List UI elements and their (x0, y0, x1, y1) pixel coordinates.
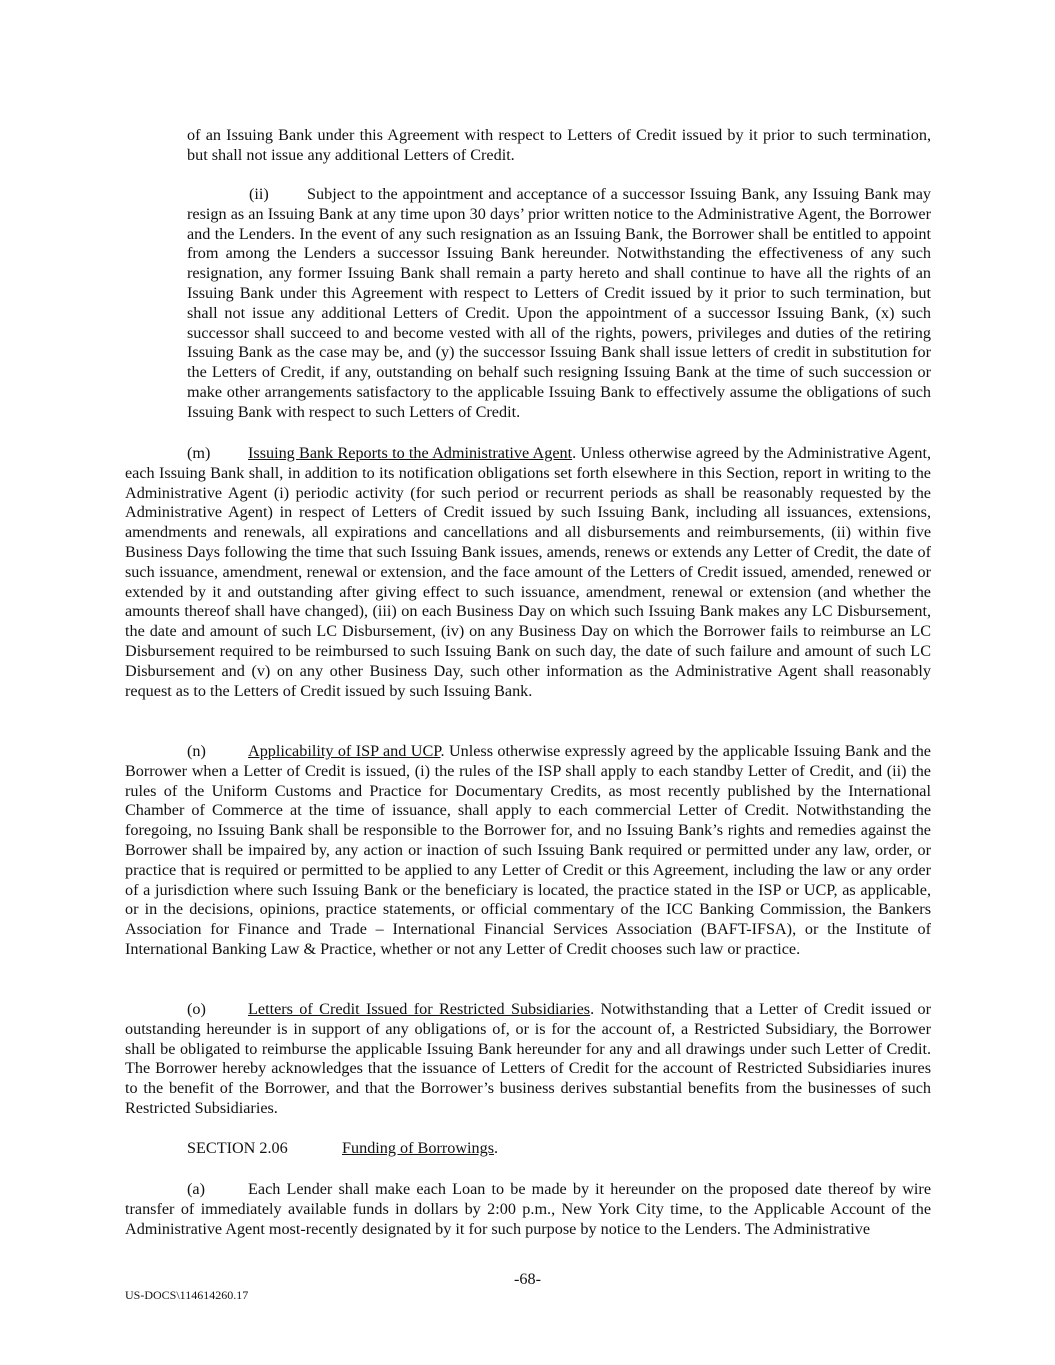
section-period: . (494, 1139, 499, 1157)
paragraph-a (125, 1180, 931, 1239)
paragraph-continuation (187, 126, 931, 166)
clause-heading: Applicability of ISP and UCP (248, 742, 441, 760)
paragraph-text: . Unless otherwise expressly agreed by the applicable Issuing Bank and the Borrower when a Letter of Credit is issued, (i) the rules of the ISP shall apply to each standby Letter of Credit, and (ii) the rules of the Uniform Customs and Practice for Documentary Credits, as most recently published by the International Chamber of Commerce at the time of issuance, shall apply to each commercial Letter of Credit. Notwithstanding the foregoing, no Issuing Bank shall be responsible to the Borrower for, and no Issuing Bank’s rights and remedies against the Borrower shall be impaired by, any action or inaction of such Issuing Bank required or permitted under any law, order, or practice that is required or permitted to be applied to any Letter of Credit or this Agreement, including the law or any order of a jurisdiction where such Issuing Bank or the beneficiary is located, the practice stated in the ISP or UCP, as applicable, or in the decisions, opinions, practice statements, or official commentary of the ICC Banking Commission, the Bankers Association for Finance and Trade – International Financial Services Association (BAFT-IFSA), or the Institute of International Banking Law & Practice, whether or not any Letter of Credit chooses such law or practice. (125, 742, 931, 958)
paragraph-ii (187, 185, 931, 423)
clause-label: (m) (187, 444, 211, 462)
section-title: Funding of Borrowings (342, 1139, 494, 1157)
document-id: US-DOCS\114614260.17 (125, 1288, 249, 1302)
paragraph-text: Each Lender shall make each Loan to be made by it hereunder on the proposed date thereof by wire transfer of immediately available funds in dollars by 2:00 p.m., New York City time, to the Applicable Account of the Administrative Agent most-recently designated by it for such purpose by notice to the Lenders. The Administrative (125, 1180, 931, 1238)
section-heading (125, 1139, 931, 1159)
section-label: SECTION 2.06 (187, 1139, 288, 1157)
paragraph-m (125, 444, 931, 701)
paragraph-text: Subject to the appointment and acceptance of a successor Issuing Bank, any Issuing Bank may resign as an Issuing Bank at any time upon 30 days’ prior written notice to the Administrative Agent, the Borrower and the Lenders. In the event of any such resignation as an Issuing Bank, the Borrower shall be entitled to appoint from among the Lenders a successor Issuing Bank hereunder. Notwithstanding the effectiveness of any such resignation, any former Issuing Bank shall remain a party hereto and shall continue to have all the rights of an Issuing Bank under this Agreement with respect to Letters of Credit issued by it prior to such termination, but shall not issue any additional Letters of Credit. Upon the appointment of a successor Issuing Bank, (x) such successor shall succeed to and become vested with all of the rights, powers, privileges and duties of the retiring Issuing Bank as the case may be, and (y) the successor Issuing Bank shall issue letters of credit in substitution for the Letters of Credit, if any, outstanding on behalf such resigning Issuing Bank at the time of such succession or make other arrangements satisfactory to the applicable Issuing Bank to effectively assume the obligations of such Issuing Bank with respect to such Letters of Credit. (187, 185, 931, 421)
paragraph-n (125, 742, 931, 960)
paragraph-o (125, 1000, 931, 1119)
page-number: -68- (514, 1270, 541, 1288)
paragraph-text: . Unless otherwise agreed by the Administrative Agent, each Issuing Bank shall, in addition to its notification obligations set forth elsewhere in this Section, report in writing to the Administrative Agent (i) periodic activity (for such period or recurrent periods as shall be reasonably requested by the Administrative Agent) in respect of Letters of Credit issued by such Issuing Bank, including all issuances, extensions, amendments and renewals, all expirations and cancellations and all disbursements and reimbursements, (ii) within five Business Days following the time that such Issuing Bank issues, amends, renews or extends any Letter of Credit, the date of such issuance, amendment, renewal or extension, and the face amount of the Letters of Credit issued, amended, renewed or extended by it and outstanding after giving effect to such issuance, amendment, renewal or extension (and whether the amounts thereof shall have changed), (iii) on each Business Day on which such Issuing Bank makes any LC Disbursement, the date and amount of such LC Disbursement, (iv) on any Business Day on which the Borrower fails to reimburse an LC Disbursement required to be reimbursed to such Issuing Bank on such day, the date of such failure and amount of such LC Disbursement and (v) on any other Business Day, such other information as the Administrative Agent shall reasonably request as to the Letters of Credit issued by such Issuing Bank. (125, 444, 931, 700)
clause-label: (o) (187, 1000, 206, 1018)
clause-label: (a) (187, 1180, 205, 1198)
paragraph-text: of an Issuing Bank under this Agreement with respect to Letters of Credit issued by it prior to such termination, but shall not issue any additional Letters of Credit. (187, 126, 931, 164)
clause-label: (ii) (249, 185, 269, 203)
clause-heading: Letters of Credit Issued for Restricted Subsidiaries (248, 1000, 591, 1018)
paragraph-text: . Notwithstanding that a Letter of Credit issued or outstanding hereunder is in support of any obligations of, or is for the account of, a Restricted Subsidiary, the Borrower shall be obligated to reimburse the applicable Issuing Bank hereunder for any and all drawings under such Letter of Credit. The Borrower hereby acknowledges that the issuance of Letters of Credit for the account of Restricted Subsidiaries inures to the benefit of the Borrower, and that the Borrower’s business derives substantial benefits from the businesses of such Restricted Subsidiaries. (125, 1000, 931, 1117)
clause-label: (n) (187, 742, 206, 760)
clause-heading: Issuing Bank Reports to the Administrative Agent (248, 444, 573, 462)
